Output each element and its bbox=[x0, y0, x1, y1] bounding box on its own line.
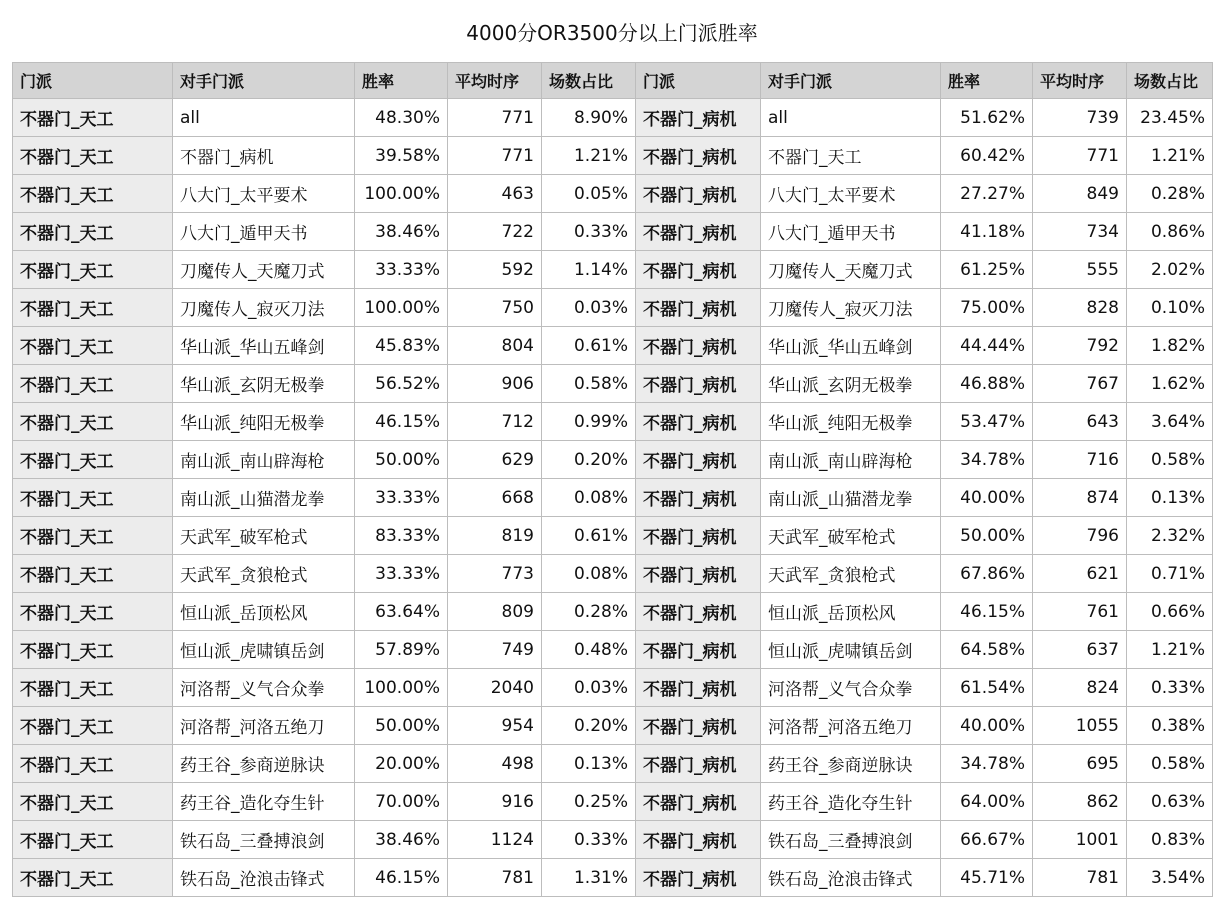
cell-avg-time: 954 bbox=[448, 707, 542, 745]
cell-faction: 不器门_天工 bbox=[13, 669, 173, 707]
cell-avg-time: 849 bbox=[1033, 175, 1127, 213]
table-row bbox=[13, 631, 1213, 669]
cell-faction: 不器门_病机 bbox=[636, 137, 761, 175]
cell-match-share: 0.03% bbox=[542, 669, 636, 707]
table-row bbox=[13, 859, 1213, 897]
table-row bbox=[13, 745, 1213, 783]
cell-avg-time: 629 bbox=[448, 441, 542, 479]
cell-avg-time: 750 bbox=[448, 289, 542, 327]
cell-opponent: all bbox=[173, 99, 355, 137]
cell-faction: 不器门_病机 bbox=[636, 593, 761, 631]
cell-opponent: 铁石岛_三叠搏浪剑 bbox=[173, 821, 355, 859]
cell-winrate: 67.86% bbox=[941, 555, 1033, 593]
cell-avg-time: 1001 bbox=[1033, 821, 1127, 859]
cell-faction: 不器门_天工 bbox=[13, 137, 173, 175]
cell-faction: 不器门_病机 bbox=[636, 441, 761, 479]
cell-match-share: 1.21% bbox=[1127, 137, 1213, 175]
cell-faction: 不器门_天工 bbox=[13, 631, 173, 669]
cell-winrate: 39.58% bbox=[355, 137, 448, 175]
cell-avg-time: 637 bbox=[1033, 631, 1127, 669]
cell-winrate: 34.78% bbox=[941, 441, 1033, 479]
cell-avg-time: 771 bbox=[448, 99, 542, 137]
cell-match-share: 1.31% bbox=[542, 859, 636, 897]
cell-winrate: 56.52% bbox=[355, 365, 448, 403]
cell-faction: 不器门_天工 bbox=[13, 859, 173, 897]
cell-match-share: 3.54% bbox=[1127, 859, 1213, 897]
cell-avg-time: 712 bbox=[448, 403, 542, 441]
cell-avg-time: 668 bbox=[448, 479, 542, 517]
cell-match-share: 0.08% bbox=[542, 555, 636, 593]
cell-match-share: 1.82% bbox=[1127, 327, 1213, 365]
cell-avg-time: 771 bbox=[1033, 137, 1127, 175]
cell-avg-time: 773 bbox=[448, 555, 542, 593]
cell-match-share: 0.25% bbox=[542, 783, 636, 821]
cell-avg-time: 767 bbox=[1033, 365, 1127, 403]
cell-winrate: 33.33% bbox=[355, 479, 448, 517]
cell-faction: 不器门_病机 bbox=[636, 707, 761, 745]
col-header-winrate: 胜率 bbox=[941, 63, 1033, 99]
table-row bbox=[13, 137, 1213, 175]
cell-match-share: 0.71% bbox=[1127, 555, 1213, 593]
cell-match-share: 3.64% bbox=[1127, 403, 1213, 441]
cell-opponent: 恒山派_虎啸镇岳剑 bbox=[761, 631, 941, 669]
cell-match-share: 0.61% bbox=[542, 517, 636, 555]
cell-avg-time: 463 bbox=[448, 175, 542, 213]
cell-opponent: 不器门_天工 bbox=[761, 137, 941, 175]
table-row bbox=[13, 441, 1213, 479]
col-header-match-share: 场数占比 bbox=[1127, 63, 1213, 99]
cell-match-share: 0.83% bbox=[1127, 821, 1213, 859]
cell-match-share: 1.14% bbox=[542, 251, 636, 289]
table-row bbox=[13, 365, 1213, 403]
cell-opponent: 华山派_纯阳无极拳 bbox=[761, 403, 941, 441]
cell-match-share: 0.28% bbox=[542, 593, 636, 631]
cell-faction: 不器门_病机 bbox=[636, 99, 761, 137]
cell-match-share: 0.99% bbox=[542, 403, 636, 441]
cell-opponent: 南山派_南山辟海枪 bbox=[761, 441, 941, 479]
cell-winrate: 41.18% bbox=[941, 213, 1033, 251]
cell-faction: 不器门_天工 bbox=[13, 175, 173, 213]
table-row bbox=[13, 213, 1213, 251]
cell-faction: 不器门_病机 bbox=[636, 821, 761, 859]
cell-avg-time: 1055 bbox=[1033, 707, 1127, 745]
cell-opponent: 刀魔传人_天魔刀式 bbox=[761, 251, 941, 289]
cell-opponent: 八大门_遁甲天书 bbox=[761, 213, 941, 251]
cell-winrate: 100.00% bbox=[355, 669, 448, 707]
cell-avg-time: 761 bbox=[1033, 593, 1127, 631]
cell-match-share: 0.33% bbox=[542, 213, 636, 251]
cell-opponent: 铁石岛_三叠搏浪剑 bbox=[761, 821, 941, 859]
cell-opponent: 南山派_山猫潜龙拳 bbox=[761, 479, 941, 517]
cell-winrate: 38.46% bbox=[355, 821, 448, 859]
cell-winrate: 64.58% bbox=[941, 631, 1033, 669]
cell-faction: 不器门_天工 bbox=[13, 213, 173, 251]
cell-avg-time: 716 bbox=[1033, 441, 1127, 479]
cell-avg-time: 781 bbox=[448, 859, 542, 897]
cell-winrate: 46.15% bbox=[355, 403, 448, 441]
cell-winrate: 46.15% bbox=[941, 593, 1033, 631]
cell-match-share: 0.48% bbox=[542, 631, 636, 669]
table-row bbox=[13, 517, 1213, 555]
cell-match-share: 8.90% bbox=[542, 99, 636, 137]
cell-match-share: 0.63% bbox=[1127, 783, 1213, 821]
table-row bbox=[13, 555, 1213, 593]
cell-winrate: 40.00% bbox=[941, 479, 1033, 517]
cell-match-share: 1.21% bbox=[542, 137, 636, 175]
table-row bbox=[13, 821, 1213, 859]
table-body bbox=[13, 99, 1213, 897]
col-header-faction: 门派 bbox=[13, 63, 173, 99]
cell-faction: 不器门_病机 bbox=[636, 783, 761, 821]
cell-avg-time: 2040 bbox=[448, 669, 542, 707]
table-row bbox=[13, 783, 1213, 821]
cell-match-share: 0.28% bbox=[1127, 175, 1213, 213]
cell-winrate: 50.00% bbox=[941, 517, 1033, 555]
cell-match-share: 0.86% bbox=[1127, 213, 1213, 251]
cell-avg-time: 916 bbox=[448, 783, 542, 821]
col-header-opponent: 对手门派 bbox=[173, 63, 355, 99]
table-row bbox=[13, 403, 1213, 441]
cell-faction: 不器门_病机 bbox=[636, 631, 761, 669]
cell-match-share: 0.61% bbox=[542, 327, 636, 365]
cell-opponent: 天武军_贪狼枪式 bbox=[173, 555, 355, 593]
cell-avg-time: 695 bbox=[1033, 745, 1127, 783]
cell-winrate: 45.71% bbox=[941, 859, 1033, 897]
cell-opponent: 八大门_太平要术 bbox=[761, 175, 941, 213]
cell-match-share: 0.66% bbox=[1127, 593, 1213, 631]
col-header-opponent: 对手门派 bbox=[761, 63, 941, 99]
cell-avg-time: 1124 bbox=[448, 821, 542, 859]
cell-match-share: 0.08% bbox=[542, 479, 636, 517]
cell-opponent: 天武军_破军枪式 bbox=[761, 517, 941, 555]
cell-opponent: 天武军_贪狼枪式 bbox=[761, 555, 941, 593]
cell-faction: 不器门_病机 bbox=[636, 745, 761, 783]
col-header-avg-time: 平均时序 bbox=[1033, 63, 1127, 99]
cell-avg-time: 906 bbox=[448, 365, 542, 403]
cell-avg-time: 771 bbox=[448, 137, 542, 175]
cell-faction: 不器门_病机 bbox=[636, 175, 761, 213]
cell-winrate: 38.46% bbox=[355, 213, 448, 251]
cell-faction: 不器门_天工 bbox=[13, 479, 173, 517]
cell-faction: 不器门_天工 bbox=[13, 783, 173, 821]
header-row bbox=[13, 63, 1213, 99]
cell-match-share: 0.33% bbox=[1127, 669, 1213, 707]
cell-faction: 不器门_天工 bbox=[13, 555, 173, 593]
cell-match-share: 2.02% bbox=[1127, 251, 1213, 289]
cell-opponent: 南山派_山猫潜龙拳 bbox=[173, 479, 355, 517]
cell-faction: 不器门_天工 bbox=[13, 745, 173, 783]
cell-opponent: 河洛帮_义气合众拳 bbox=[173, 669, 355, 707]
cell-match-share: 0.38% bbox=[1127, 707, 1213, 745]
cell-opponent: 河洛帮_义气合众拳 bbox=[761, 669, 941, 707]
cell-opponent: 恒山派_虎啸镇岳剑 bbox=[173, 631, 355, 669]
cell-opponent: 华山派_玄阴无极拳 bbox=[761, 365, 941, 403]
cell-winrate: 33.33% bbox=[355, 251, 448, 289]
cell-winrate: 50.00% bbox=[355, 441, 448, 479]
cell-avg-time: 749 bbox=[448, 631, 542, 669]
cell-avg-time: 734 bbox=[1033, 213, 1127, 251]
cell-winrate: 61.25% bbox=[941, 251, 1033, 289]
table-row bbox=[13, 251, 1213, 289]
cell-faction: 不器门_天工 bbox=[13, 821, 173, 859]
cell-winrate: 46.15% bbox=[355, 859, 448, 897]
cell-opponent: 药王谷_参商逆脉诀 bbox=[761, 745, 941, 783]
cell-opponent: 刀魔传人_寂灭刀法 bbox=[761, 289, 941, 327]
cell-avg-time: 621 bbox=[1033, 555, 1127, 593]
cell-opponent: 刀魔传人_寂灭刀法 bbox=[173, 289, 355, 327]
cell-winrate: 100.00% bbox=[355, 175, 448, 213]
cell-match-share: 0.10% bbox=[1127, 289, 1213, 327]
cell-faction: 不器门_病机 bbox=[636, 251, 761, 289]
cell-opponent: all bbox=[761, 99, 941, 137]
cell-match-share: 2.32% bbox=[1127, 517, 1213, 555]
cell-match-share: 1.62% bbox=[1127, 365, 1213, 403]
cell-winrate: 50.00% bbox=[355, 707, 448, 745]
cell-match-share: 23.45% bbox=[1127, 99, 1213, 137]
cell-match-share: 0.05% bbox=[542, 175, 636, 213]
cell-winrate: 100.00% bbox=[355, 289, 448, 327]
cell-avg-time: 643 bbox=[1033, 403, 1127, 441]
cell-opponent: 河洛帮_河洛五绝刀 bbox=[761, 707, 941, 745]
cell-avg-time: 874 bbox=[1033, 479, 1127, 517]
cell-avg-time: 828 bbox=[1033, 289, 1127, 327]
cell-opponent: 河洛帮_河洛五绝刀 bbox=[173, 707, 355, 745]
cell-winrate: 53.47% bbox=[941, 403, 1033, 441]
cell-match-share: 0.58% bbox=[542, 365, 636, 403]
cell-avg-time: 498 bbox=[448, 745, 542, 783]
cell-opponent: 药王谷_造化夺生针 bbox=[761, 783, 941, 821]
cell-opponent: 华山派_玄阴无极拳 bbox=[173, 365, 355, 403]
cell-winrate: 83.33% bbox=[355, 517, 448, 555]
cell-faction: 不器门_病机 bbox=[636, 289, 761, 327]
cell-winrate: 44.44% bbox=[941, 327, 1033, 365]
table-row bbox=[13, 289, 1213, 327]
cell-winrate: 46.88% bbox=[941, 365, 1033, 403]
cell-opponent: 恒山派_岳顶松风 bbox=[173, 593, 355, 631]
cell-winrate: 66.67% bbox=[941, 821, 1033, 859]
cell-faction: 不器门_病机 bbox=[636, 479, 761, 517]
cell-winrate: 75.00% bbox=[941, 289, 1033, 327]
cell-avg-time: 804 bbox=[448, 327, 542, 365]
cell-opponent: 南山派_南山辟海枪 bbox=[173, 441, 355, 479]
col-header-faction: 门派 bbox=[636, 63, 761, 99]
cell-avg-time: 739 bbox=[1033, 99, 1127, 137]
cell-faction: 不器门_天工 bbox=[13, 327, 173, 365]
cell-avg-time: 555 bbox=[1033, 251, 1127, 289]
cell-match-share: 0.58% bbox=[1127, 441, 1213, 479]
cell-match-share: 0.58% bbox=[1127, 745, 1213, 783]
cell-match-share: 0.33% bbox=[542, 821, 636, 859]
cell-winrate: 60.42% bbox=[941, 137, 1033, 175]
cell-faction: 不器门_天工 bbox=[13, 403, 173, 441]
cell-winrate: 20.00% bbox=[355, 745, 448, 783]
cell-winrate: 64.00% bbox=[941, 783, 1033, 821]
page-title: 4000分OR3500分以上门派胜率 bbox=[466, 21, 758, 45]
cell-opponent: 药王谷_造化夺生针 bbox=[173, 783, 355, 821]
cell-winrate: 57.89% bbox=[355, 631, 448, 669]
cell-faction: 不器门_天工 bbox=[13, 517, 173, 555]
cell-winrate: 40.00% bbox=[941, 707, 1033, 745]
table-row bbox=[13, 707, 1213, 745]
table-row bbox=[13, 669, 1213, 707]
cell-match-share: 0.20% bbox=[542, 707, 636, 745]
cell-faction: 不器门_天工 bbox=[13, 99, 173, 137]
cell-opponent: 铁石岛_沧浪击锋式 bbox=[761, 859, 941, 897]
cell-match-share: 0.13% bbox=[1127, 479, 1213, 517]
cell-faction: 不器门_病机 bbox=[636, 327, 761, 365]
cell-match-share: 1.21% bbox=[1127, 631, 1213, 669]
cell-faction: 不器门_病机 bbox=[636, 669, 761, 707]
cell-opponent: 刀魔传人_天魔刀式 bbox=[173, 251, 355, 289]
col-header-match-share: 场数占比 bbox=[542, 63, 636, 99]
cell-faction: 不器门_病机 bbox=[636, 403, 761, 441]
cell-winrate: 61.54% bbox=[941, 669, 1033, 707]
cell-opponent: 华山派_华山五峰剑 bbox=[761, 327, 941, 365]
cell-opponent: 华山派_纯阳无极拳 bbox=[173, 403, 355, 441]
cell-opponent: 药王谷_参商逆脉诀 bbox=[173, 745, 355, 783]
table-row bbox=[13, 479, 1213, 517]
cell-opponent: 八大门_太平要术 bbox=[173, 175, 355, 213]
cell-avg-time: 862 bbox=[1033, 783, 1127, 821]
cell-faction: 不器门_天工 bbox=[13, 289, 173, 327]
cell-avg-time: 819 bbox=[448, 517, 542, 555]
cell-avg-time: 781 bbox=[1033, 859, 1127, 897]
cell-faction: 不器门_天工 bbox=[13, 251, 173, 289]
cell-avg-time: 809 bbox=[448, 593, 542, 631]
cell-faction: 不器门_天工 bbox=[13, 707, 173, 745]
cell-faction: 不器门_天工 bbox=[13, 441, 173, 479]
cell-opponent: 天武军_破军枪式 bbox=[173, 517, 355, 555]
table-row bbox=[13, 593, 1213, 631]
col-header-winrate: 胜率 bbox=[355, 63, 448, 99]
cell-faction: 不器门_病机 bbox=[636, 555, 761, 593]
cell-winrate: 51.62% bbox=[941, 99, 1033, 137]
col-header-avg-time: 平均时序 bbox=[448, 63, 542, 99]
table-row bbox=[13, 175, 1213, 213]
cell-winrate: 70.00% bbox=[355, 783, 448, 821]
cell-winrate: 63.64% bbox=[355, 593, 448, 631]
cell-faction: 不器门_天工 bbox=[13, 593, 173, 631]
cell-faction: 不器门_病机 bbox=[636, 859, 761, 897]
cell-opponent: 恒山派_岳顶松风 bbox=[761, 593, 941, 631]
cell-winrate: 33.33% bbox=[355, 555, 448, 593]
cell-match-share: 0.20% bbox=[542, 441, 636, 479]
cell-winrate: 48.30% bbox=[355, 99, 448, 137]
cell-opponent: 不器门_病机 bbox=[173, 137, 355, 175]
cell-match-share: 0.03% bbox=[542, 289, 636, 327]
cell-avg-time: 722 bbox=[448, 213, 542, 251]
cell-opponent: 八大门_遁甲天书 bbox=[173, 213, 355, 251]
cell-faction: 不器门_天工 bbox=[13, 365, 173, 403]
table-row bbox=[13, 99, 1213, 137]
cell-faction: 不器门_病机 bbox=[636, 517, 761, 555]
cell-winrate: 45.83% bbox=[355, 327, 448, 365]
cell-match-share: 0.13% bbox=[542, 745, 636, 783]
cell-opponent: 铁石岛_沧浪击锋式 bbox=[173, 859, 355, 897]
table-row bbox=[13, 327, 1213, 365]
cell-avg-time: 792 bbox=[1033, 327, 1127, 365]
cell-faction: 不器门_病机 bbox=[636, 365, 761, 403]
cell-avg-time: 592 bbox=[448, 251, 542, 289]
cell-faction: 不器门_病机 bbox=[636, 213, 761, 251]
cell-avg-time: 796 bbox=[1033, 517, 1127, 555]
cell-winrate: 34.78% bbox=[941, 745, 1033, 783]
cell-opponent: 华山派_华山五峰剑 bbox=[173, 327, 355, 365]
cell-winrate: 27.27% bbox=[941, 175, 1033, 213]
win-rate-table bbox=[12, 62, 1213, 897]
cell-avg-time: 824 bbox=[1033, 669, 1127, 707]
